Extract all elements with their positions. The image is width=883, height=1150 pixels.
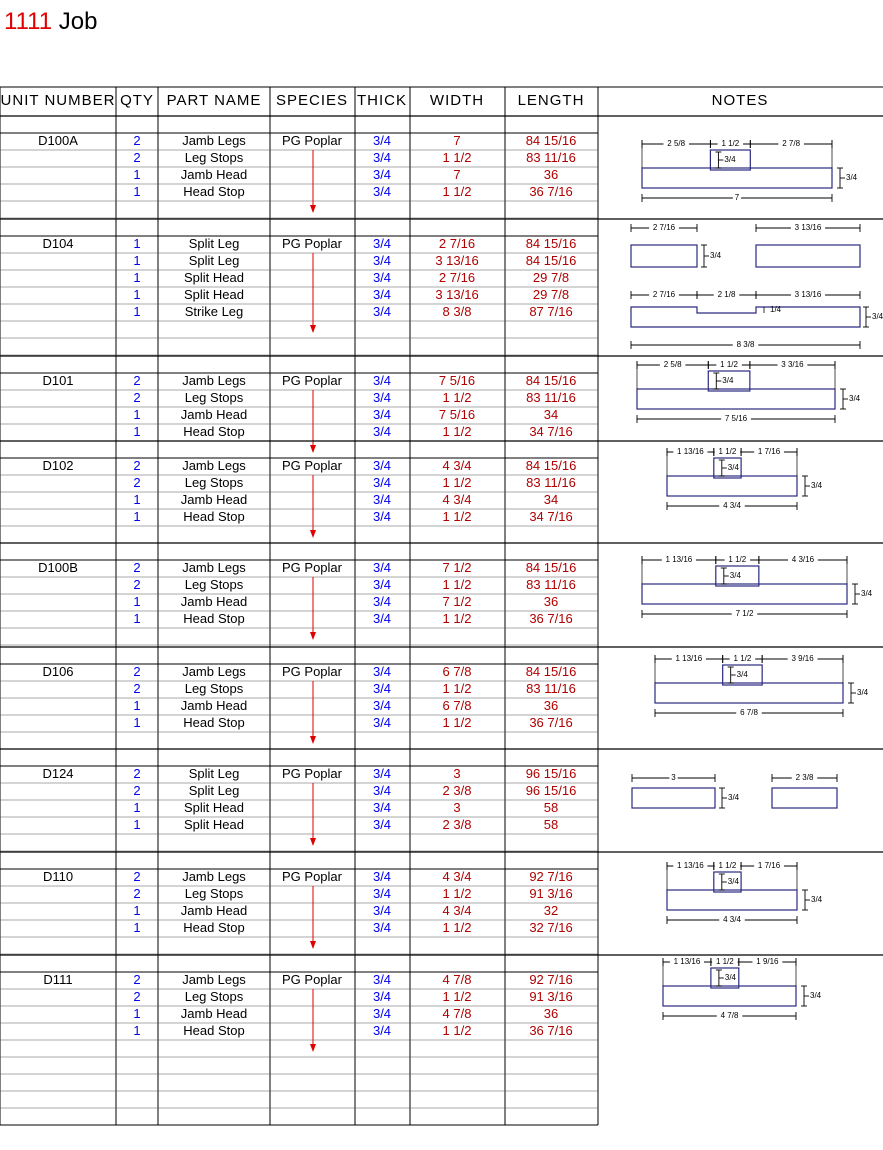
dimension-label: 3/4 (724, 155, 736, 165)
species: PG Poplar (282, 560, 342, 575)
width-value: 1 1/2 (442, 150, 472, 165)
thick-value: 3/4 (372, 184, 392, 199)
species-arrow-head (310, 445, 316, 453)
unit-number: D124 (42, 766, 74, 781)
thick-value: 3/4 (372, 287, 392, 302)
part-name: Jamb Head (180, 594, 248, 609)
length-value: 34 7/16 (529, 424, 573, 439)
species: PG Poplar (282, 972, 342, 987)
dimension-label: 3 9/16 (791, 654, 814, 664)
width-value: 2 7/16 (438, 270, 476, 285)
width-value: 1 1/2 (442, 184, 472, 199)
part-name: Head Stop (183, 184, 245, 199)
width-value: 7 (453, 167, 461, 182)
part-name: Split Leg (188, 253, 240, 268)
width-value: 4 3/4 (442, 903, 472, 918)
length-value: 34 (543, 492, 559, 507)
dimension-label: 3/4 (861, 589, 873, 599)
thick-value: 3/4 (372, 972, 392, 987)
qty-value: 1 (133, 1006, 141, 1021)
dimension-label: 7 (734, 193, 740, 203)
width-value: 3 (453, 800, 461, 815)
unit-number: D100A (38, 133, 78, 148)
length-value: 84 15/16 (525, 236, 577, 251)
species-arrow-head (310, 530, 316, 538)
split-board (756, 245, 860, 267)
unit-number: D101 (42, 373, 74, 388)
width-value: 1 1/2 (442, 715, 472, 730)
dimension-label: 7 1/2 (735, 609, 754, 619)
thick-value: 3/4 (372, 920, 392, 935)
species-arrow-head (310, 736, 316, 744)
part-name: Head Stop (183, 424, 245, 439)
qty-value: 2 (133, 783, 141, 798)
thick-value: 3/4 (372, 869, 392, 884)
thick-value: 3/4 (372, 373, 392, 388)
dimension-label: 3/4 (736, 670, 748, 680)
length-value: 36 (543, 594, 559, 609)
qty-value: 1 (133, 236, 141, 251)
qty-value: 2 (133, 681, 141, 696)
length-value: 84 15/16 (525, 664, 577, 679)
part-name: Jamb Legs (182, 560, 246, 575)
dimension-label: 1 13/16 (673, 957, 701, 967)
unit-number: D100B (38, 560, 78, 575)
part-name: Jamb Head (180, 492, 248, 507)
length-value: 83 11/16 (526, 390, 576, 405)
length-value: 92 7/16 (529, 869, 573, 884)
part-name: Jamb Head (180, 407, 248, 422)
thick-value: 3/4 (372, 236, 392, 251)
qty-value: 2 (133, 886, 141, 901)
length-value: 36 (543, 167, 559, 182)
dimension-label: 1 1/2 (718, 447, 737, 457)
qty-value: 2 (133, 577, 141, 592)
width-value: 4 3/4 (442, 869, 472, 884)
dimension-label: 1 9/16 (756, 957, 779, 967)
part-name: Leg Stops (184, 886, 244, 901)
length-value: 34 7/16 (529, 509, 573, 524)
length-value: 96 15/16 (525, 766, 577, 781)
dimension-label: 1 7/16 (757, 447, 781, 457)
dimension-label: 1 7/16 (757, 861, 781, 871)
species: PG Poplar (282, 458, 342, 473)
thick-value: 3/4 (372, 1006, 392, 1021)
thick-value: 3/4 (372, 886, 392, 901)
dimension-label: 2 5/8 (667, 139, 686, 149)
thick-value: 3/4 (372, 715, 392, 730)
dimension-label: 3/4 (857, 688, 869, 698)
dimension-label: 3/4 (811, 481, 823, 491)
species-arrow-head (310, 941, 316, 949)
qty-value: 1 (133, 270, 141, 285)
thick-value: 3/4 (372, 270, 392, 285)
dimension-label: 2 7/8 (782, 139, 801, 149)
part-name: Leg Stops (184, 150, 244, 165)
width-value: 1 1/2 (442, 920, 472, 935)
part-name: Jamb Legs (182, 972, 246, 987)
width-value: 6 7/8 (442, 664, 472, 679)
qty-value: 2 (133, 150, 141, 165)
length-value: 36 (543, 1006, 559, 1021)
width-value: 4 3/4 (442, 458, 472, 473)
dimension-label: 3/4 (811, 895, 823, 905)
dimension-label: 2 1/8 (717, 290, 736, 300)
dimension-label: 1 13/16 (665, 555, 693, 565)
dimension-label: 1 1/2 (721, 139, 740, 149)
width-value: 3 13/16 (435, 253, 479, 268)
part-name: Jamb Head (180, 1006, 248, 1021)
width-value: 3 13/16 (435, 287, 479, 302)
dimension-label: 3/4 (849, 394, 861, 404)
jamb-profile-diagram (637, 360, 861, 424)
part-name: Head Stop (183, 920, 245, 935)
width-value: 4 3/4 (442, 492, 472, 507)
dimension-label: 3/4 (727, 877, 739, 887)
dimension-label: 3/4 (728, 793, 740, 803)
dimension-label: 3 13/16 (794, 223, 822, 233)
part-name: Leg Stops (184, 989, 244, 1004)
thick-value: 3/4 (372, 133, 392, 148)
thick-value: 3/4 (372, 475, 392, 490)
qty-value: 1 (133, 167, 141, 182)
qty-value: 1 (133, 304, 141, 319)
qty-value: 1 (133, 287, 141, 302)
thick-value: 3/4 (372, 167, 392, 182)
length-value: 32 (543, 903, 559, 918)
dimension-label: 3/4 (727, 463, 739, 473)
part-name: Head Stop (183, 509, 245, 524)
width-value: 1 1/2 (442, 475, 472, 490)
species: PG Poplar (282, 664, 342, 679)
column-header-part-name: PART NAME (166, 92, 262, 109)
species: PG Poplar (282, 766, 342, 781)
qty-value: 1 (133, 253, 141, 268)
dimension-label: 1 13/16 (677, 447, 704, 457)
species-arrow-head (310, 205, 316, 213)
dimension-label: 3/4 (846, 173, 858, 183)
width-value: 1 1/2 (442, 611, 472, 626)
dimension-label: 4 3/4 (723, 915, 741, 925)
length-value: 84 15/16 (525, 253, 577, 268)
species-arrow-head (310, 325, 316, 333)
species-arrow-head (310, 632, 316, 640)
width-value: 7 1/2 (442, 560, 472, 575)
species: PG Poplar (282, 373, 342, 388)
thick-value: 3/4 (372, 698, 392, 713)
dimension-label: 2 7/16 (652, 290, 676, 300)
part-name: Head Stop (183, 715, 245, 730)
length-value: 36 7/16 (529, 715, 573, 730)
jamb-profile-diagram (667, 447, 823, 511)
width-value: 1 1/2 (442, 886, 472, 901)
thick-value: 3/4 (372, 424, 392, 439)
part-name: Head Stop (183, 1023, 245, 1038)
part-name: Split Head (184, 270, 244, 285)
thick-value: 3/4 (372, 783, 392, 798)
part-name: Jamb Legs (182, 133, 246, 148)
width-value: 4 7/8 (442, 972, 472, 987)
dimension-label: 3/4 (872, 312, 883, 322)
job-number: 1111 (4, 8, 53, 35)
width-value: 3 (453, 766, 461, 781)
length-value: 29 7/8 (532, 270, 570, 285)
jamb-profile-diagram (663, 957, 822, 1021)
column-header-species: SPECIES (275, 92, 349, 109)
dimension-label: 1 1/2 (720, 360, 738, 370)
jamb-profile-diagram (667, 861, 823, 925)
length-value: 34 (543, 407, 559, 422)
width-value: 7 5/16 (438, 373, 476, 388)
length-value: 87 7/16 (529, 304, 573, 319)
length-value: 36 7/16 (529, 1023, 573, 1038)
jamb-board (637, 389, 835, 409)
column-header-qty: QTY (120, 92, 154, 109)
split-board (632, 788, 715, 808)
qty-value: 1 (133, 817, 141, 832)
dimension-label: 4 3/4 (723, 501, 741, 511)
length-value: 29 7/8 (532, 287, 570, 302)
qty-value: 1 (133, 920, 141, 935)
part-name: Leg Stops (184, 390, 244, 405)
thick-value: 3/4 (372, 611, 392, 626)
thick-value: 3/4 (372, 407, 392, 422)
jamb-board (663, 986, 796, 1006)
part-name: Strike Leg (184, 304, 244, 319)
part-name: Split Head (184, 817, 244, 832)
length-value: 92 7/16 (529, 972, 573, 987)
thick-value: 3/4 (372, 577, 392, 592)
unit-number: D110 (42, 869, 74, 884)
width-value: 7 (453, 133, 461, 148)
part-name: Head Stop (183, 611, 245, 626)
thick-value: 3/4 (372, 253, 392, 268)
width-value: 6 7/8 (442, 698, 472, 713)
length-value: 36 7/16 (529, 611, 573, 626)
thick-value: 3/4 (372, 492, 392, 507)
length-value: 32 7/16 (529, 920, 573, 935)
qty-value: 2 (133, 560, 141, 575)
dimension-label: 4 3/16 (791, 555, 815, 565)
dimension-label: 2 7/16 (652, 223, 676, 233)
dimension-label: 3/4 (722, 376, 734, 386)
species: PG Poplar (282, 133, 342, 148)
jamb-profile-diagram (655, 654, 869, 718)
thick-value: 3/4 (372, 150, 392, 165)
dimension-label: 1 1/2 (728, 555, 747, 565)
thick-value: 3/4 (372, 458, 392, 473)
species: PG Poplar (282, 869, 342, 884)
part-name: Jamb Head (180, 167, 248, 182)
dimension-label: 1 1/2 (733, 654, 752, 664)
species-arrow-head (310, 1044, 316, 1052)
dimension-label: 2 5/8 (663, 360, 682, 370)
column-header-unit-number: UNIT NUMBER (0, 92, 116, 109)
part-name: Leg Stops (184, 475, 244, 490)
qty-value: 2 (133, 373, 141, 388)
qty-value: 1 (133, 903, 141, 918)
jamb-profile-diagram (642, 555, 873, 619)
unit-number: D106 (42, 664, 74, 679)
thick-value: 3/4 (372, 903, 392, 918)
column-header-thick: THICK (357, 92, 407, 109)
qty-value: 2 (133, 475, 141, 490)
dimension-label: 4 7/8 (720, 1011, 739, 1021)
qty-value: 2 (133, 869, 141, 884)
thick-value: 3/4 (372, 1023, 392, 1038)
thick-value: 3/4 (372, 664, 392, 679)
length-value: 83 11/16 (526, 150, 576, 165)
width-value: 1 1/2 (442, 681, 472, 696)
jamb-board (655, 683, 843, 703)
width-value: 1 1/2 (442, 577, 472, 592)
split-board (772, 788, 837, 808)
length-value: 84 15/16 (525, 133, 577, 148)
qty-value: 2 (133, 458, 141, 473)
qty-value: 2 (133, 133, 141, 148)
width-value: 7 1/2 (442, 594, 472, 609)
length-value: 91 3/16 (529, 989, 573, 1004)
length-value: 83 11/16 (526, 475, 576, 490)
qty-value: 1 (133, 698, 141, 713)
qty-value: 1 (133, 424, 141, 439)
thick-value: 3/4 (372, 304, 392, 319)
strike-leg-board (631, 307, 860, 327)
dimension-label: 1 1/2 (715, 957, 734, 967)
width-value: 2 3/8 (442, 783, 472, 798)
length-value: 83 11/16 (526, 577, 576, 592)
length-value: 84 15/16 (525, 458, 577, 473)
split-jamb-diagram (631, 223, 883, 350)
width-value: 2 7/16 (438, 236, 476, 251)
jamb-board (667, 890, 797, 910)
dimension-label: 2 3/8 (795, 773, 814, 783)
dimension-label: 3 13/16 (794, 290, 822, 300)
width-value: 1 1/2 (442, 1023, 472, 1038)
thick-value: 3/4 (372, 509, 392, 524)
qty-value: 2 (133, 390, 141, 405)
dimension-label: 6 7/8 (740, 708, 758, 718)
part-name: Split Head (184, 287, 244, 302)
thick-value: 3/4 (372, 681, 392, 696)
dimension-label: 1 13/16 (677, 861, 704, 871)
species-arrow-head (310, 838, 316, 846)
part-name: Split Leg (188, 766, 240, 781)
thick-value: 3/4 (372, 989, 392, 1004)
column-header-notes: NOTES (711, 92, 769, 109)
qty-value: 1 (133, 184, 141, 199)
qty-value: 2 (133, 989, 141, 1004)
jamb-profile-diagram (642, 139, 858, 203)
column-header-length: LENGTH (517, 92, 585, 109)
dimension-label: 3/4 (810, 991, 822, 1001)
dimension-label: 3 (671, 773, 676, 783)
width-value: 4 7/8 (442, 1006, 472, 1021)
qty-value: 2 (133, 972, 141, 987)
dimension-label: 3/4 (724, 973, 737, 983)
part-name: Split Head (184, 800, 244, 815)
jamb-board (642, 168, 832, 188)
column-header-width: WIDTH (429, 92, 485, 109)
length-value: 58 (543, 817, 559, 832)
split-board (631, 245, 697, 267)
part-name: Split Leg (188, 236, 240, 251)
dimension-label: 1 1/2 (718, 861, 737, 871)
part-name: Jamb Legs (182, 458, 246, 473)
length-value: 36 (543, 698, 559, 713)
thick-value: 3/4 (372, 560, 392, 575)
length-value: 84 15/16 (525, 373, 577, 388)
species: PG Poplar (282, 236, 342, 251)
unit-number: D104 (42, 236, 74, 251)
width-value: 2 3/8 (442, 817, 472, 832)
dimension-label: 7 5/16 (724, 414, 748, 424)
width-value: 7 5/16 (438, 407, 476, 422)
length-value: 58 (543, 800, 559, 815)
width-value: 8 3/8 (442, 304, 472, 319)
length-value: 84 15/16 (525, 560, 577, 575)
part-name: Leg Stops (184, 681, 244, 696)
unit-number: D111 (43, 972, 73, 987)
width-value: 1 1/2 (442, 989, 472, 1004)
dimension-label: 3/4 (729, 571, 741, 581)
split-pair-diagram (632, 773, 837, 808)
width-value: 1 1/2 (442, 509, 472, 524)
thick-value: 3/4 (372, 594, 392, 609)
jamb-board (642, 584, 847, 604)
dimension-label: 8 3/8 (736, 340, 755, 350)
length-value: 91 3/16 (529, 886, 573, 901)
dimension-label: 1/4 (770, 305, 782, 315)
qty-value: 1 (133, 715, 141, 730)
part-name: Split Leg (188, 783, 240, 798)
length-value: 83 11/16 (526, 681, 576, 696)
part-name: Leg Stops (184, 577, 244, 592)
thick-value: 3/4 (372, 817, 392, 832)
qty-value: 1 (133, 611, 141, 626)
dimension-label: 3/4 (710, 251, 722, 261)
thick-value: 3/4 (372, 766, 392, 781)
jamb-board (667, 476, 797, 496)
qty-value: 2 (133, 766, 141, 781)
part-name: Jamb Head (180, 698, 248, 713)
part-name: Jamb Legs (182, 664, 246, 679)
qty-value: 1 (133, 800, 141, 815)
part-name: Jamb Legs (182, 869, 246, 884)
part-name: Jamb Legs (182, 373, 246, 388)
thick-value: 3/4 (372, 390, 392, 405)
width-value: 1 1/2 (442, 390, 472, 405)
qty-value: 1 (133, 407, 141, 422)
qty-value: 1 (133, 1023, 141, 1038)
qty-value: 1 (133, 492, 141, 507)
qty-value: 1 (133, 594, 141, 609)
job-label: Job (58, 8, 98, 35)
qty-value: 1 (133, 509, 141, 524)
part-name: Jamb Head (180, 903, 248, 918)
length-value: 36 7/16 (529, 184, 573, 199)
dimension-label: 3 3/16 (781, 360, 804, 370)
unit-number: D102 (42, 458, 74, 473)
thick-value: 3/4 (372, 800, 392, 815)
qty-value: 2 (133, 664, 141, 679)
width-value: 1 1/2 (442, 424, 472, 439)
dimension-label: 1 13/16 (675, 654, 703, 664)
length-value: 96 15/16 (525, 783, 577, 798)
